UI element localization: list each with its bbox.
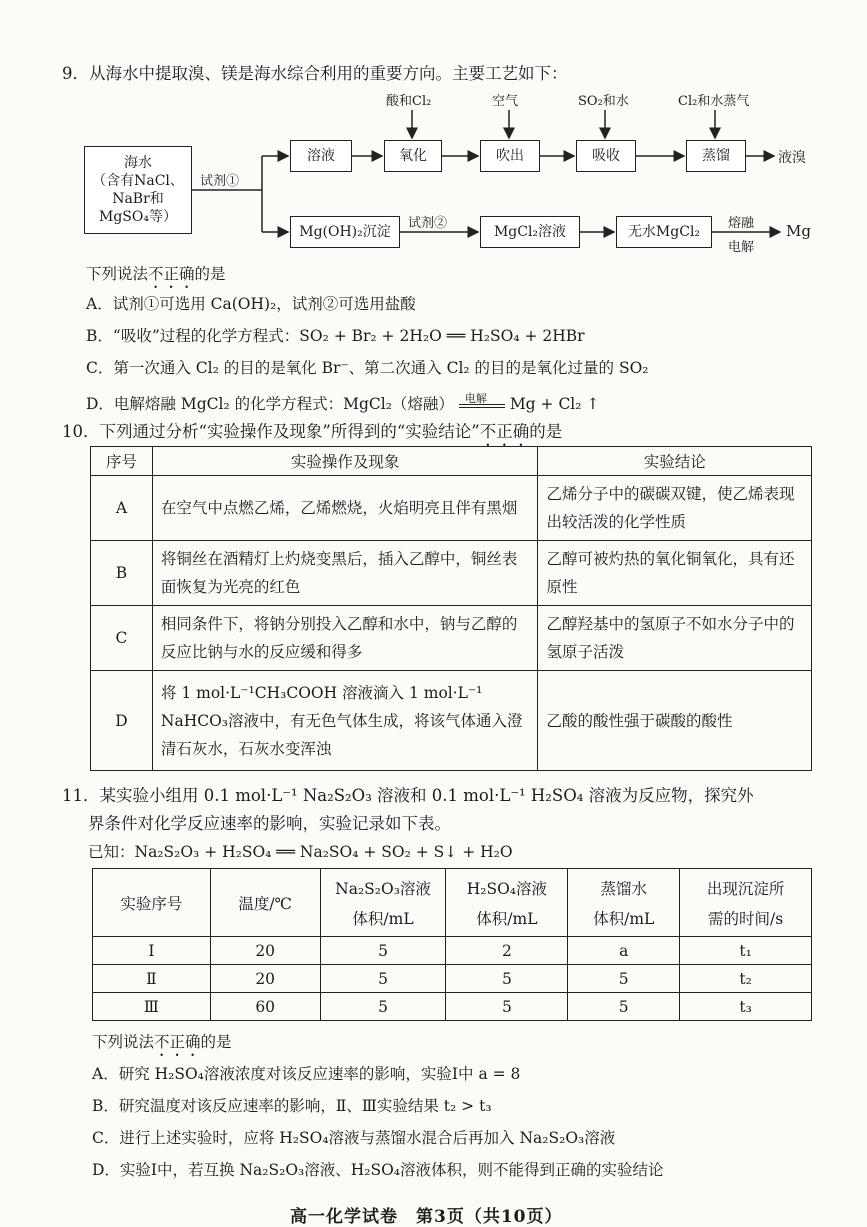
input-air: 空气 [492, 94, 519, 109]
q11-option-d: D．实验Ⅰ中，若互换 Na₂S₂O₃溶液、H₂SO₄溶液体积，则不能得到正确的实验结论 [92, 1161, 664, 1179]
q11-cell: Ⅲ [93, 993, 211, 1021]
q11-cell: 20 [210, 965, 320, 993]
flow-box-distill: 蒸馏 [686, 140, 746, 172]
q10-row-a-conclusion: 乙烯分子中的碳碳双键，使乙烯表现出较活泼的化学性质 [538, 476, 812, 541]
q11-prompt-key: 不正确 [154, 1033, 201, 1051]
q11-header-time-l2: 需的时间/s [707, 909, 784, 928]
seawater-line-4: MgSO₄等） [99, 209, 177, 225]
q11-cell: 5 [568, 993, 680, 1021]
q11-header-h2so4-l2: 体积/mL [476, 909, 538, 928]
q11-prompt [92, 1030, 232, 1060]
q11-cell: 5 [446, 965, 568, 993]
q11-cell: 60 [210, 993, 320, 1021]
q11-cell: 5 [320, 993, 446, 1021]
q9-prompt-key: 不正确 [148, 265, 195, 283]
q10-header-row [91, 447, 812, 476]
q10-row-a-index: A [91, 476, 153, 541]
flow-box-solution: 溶液 [290, 140, 352, 172]
table-row [93, 965, 812, 993]
seawater-box [84, 146, 192, 234]
q11-stem-line2: 界条件对化学反应速率的影响，实验记录如下表。 [88, 814, 451, 833]
q10-row-c-conclusion: 乙醇羟基中的氢原子不如水分子中的氢原子活泼 [538, 606, 812, 671]
q11-known-equation: 已知：Na₂S₂O₃ + H₂SO₄ ══ Na₂SO₄ + SO₂ + S↓ + H₂O [88, 843, 513, 861]
q11-cell: 5 [320, 937, 446, 965]
table-row [91, 541, 812, 606]
page-footer: 高一化学试卷 第3页（共10页） [290, 1207, 563, 1227]
q11-option-b: B．研究温度对该反应速率的影响，Ⅱ、Ⅲ实验结果 t₂ > t₃ [92, 1097, 492, 1115]
q11-header-water-l1: 蒸馏水 [600, 879, 647, 898]
melt-label: 熔融 [728, 216, 755, 231]
mg-product-label: Mg [786, 222, 811, 240]
q9-option-d-left: D．电解熔融 MgCl₂ 的化学方程式：MgCl₂（熔融） [86, 395, 454, 413]
input-cl2-steam: Cl₂和水蒸气 [678, 94, 750, 109]
table-row [93, 937, 812, 965]
q11-cell: t₃ [680, 993, 812, 1021]
liquid-bromine-label: 液溴 [778, 150, 806, 166]
q10-header-operation: 实验操作及现象 [152, 447, 538, 476]
reagent1-label: 试剂① [200, 174, 240, 189]
table-row [91, 476, 812, 541]
q11-header-na2s2o3 [320, 869, 446, 937]
q10-row-d-conclusion: 乙酸的酸性强于碳酸的酸性 [538, 671, 812, 771]
q11-cell: Ⅱ [93, 965, 211, 993]
q9-stem: 9．从海水中提取溴、镁是海水综合利用的重要方向。主要工艺如下： [62, 64, 568, 83]
input-so2-water: SO₂和水 [578, 94, 629, 109]
q11-option-a: A．研究 H₂SO₄溶液浓度对该反应速率的影响，实验Ⅰ中 a = 8 [92, 1065, 521, 1083]
q9-prompt-pre: 下列说法 [86, 265, 149, 283]
reagent2-label: 试剂② [408, 216, 448, 231]
q10-row-d-index: D [91, 671, 153, 771]
q11-prompt-pre: 下列说法 [92, 1033, 155, 1051]
q11-header-temp-text: 温度/℃ [238, 894, 292, 913]
q11-header-time-l1: 出现沉淀所 [706, 879, 785, 898]
q9-option-a: A．试剂①可选用 Ca(OH)₂，试剂②可选用盐酸 [86, 295, 416, 313]
q10-row-b-conclusion: 乙醇可被灼热的氧化铜氧化，具有还原性 [538, 541, 812, 606]
q11-header-h2so4 [446, 869, 568, 937]
q11-header-time [680, 869, 812, 937]
q11-header-row [93, 869, 812, 937]
q11-cell: t₂ [680, 965, 812, 993]
q11-header-temp [210, 869, 320, 937]
q11-stem-line1: 11．某实验小组用 0.1 mol·L⁻¹ Na₂S₂O₃ 溶液和 0.1 mol·L⁻¹ H₂SO₄ 溶液为反应物，探究外 [62, 786, 754, 805]
q11-cell: t₁ [680, 937, 812, 965]
q10-header-index: 序号 [91, 447, 153, 476]
q10-row-c-operation: 相同条件下，将钠分别投入乙醇和水中，钠与乙醇的反应比钠与水的反应缓和得多 [152, 606, 538, 671]
q9-prompt [86, 262, 226, 292]
q11-option-c: C．进行上述实验时，应将 H₂SO₄溶液与蒸馏水混合后再加入 Na₂S₂O₃溶液 [92, 1129, 616, 1147]
q11-header-na2s2o3-l1: Na₂S₂O₃溶液 [335, 879, 431, 898]
table-row [93, 993, 812, 1021]
q9-option-d [86, 392, 599, 414]
q11-cell: 20 [210, 937, 320, 965]
seawater-line-2: （含有NaCl、 [92, 173, 184, 189]
q11-cell: a [568, 937, 680, 965]
seawater-line-3: NaBr和 [112, 191, 164, 207]
table-row [91, 671, 812, 771]
flow-box-oxidize: 氧化 [384, 140, 442, 172]
q11-cell: 2 [446, 937, 568, 965]
q9-prompt-post: 的是 [194, 265, 226, 283]
flow-box-anhydrous-mgcl2: 无水MgCl₂ [616, 216, 712, 248]
q10-row-b-operation: 将铜丝在酒精灯上灼烧变黑后，插入乙醇中，铜丝表面恢复为光亮的红色 [152, 541, 538, 606]
q11-header-index [93, 869, 211, 937]
q10-stem-pre: 10．下列通过分析“实验操作及现象”所得到的“实验结论” [62, 422, 480, 441]
flow-box-blowout: 吹出 [480, 140, 540, 172]
q11-cell: 5 [446, 993, 568, 1021]
q10-stem-post: 的是 [529, 422, 563, 441]
q9-option-d-right: Mg + Cl₂ ↑ [509, 395, 600, 413]
q10-row-c-index: C [91, 606, 153, 671]
q11-prompt-post: 的是 [200, 1033, 232, 1051]
seawater-line-1: 海水 [124, 155, 152, 171]
q11-cell: Ⅰ [93, 937, 211, 965]
input-acid-cl2: 酸和Cl₂ [386, 94, 432, 109]
q9-option-c: C．第一次通入 Cl₂ 的目的是氧化 Br⁻、第二次通入 Cl₂ 的目的是氧化过量的 SO₂ [86, 359, 649, 377]
q10-table [90, 446, 812, 771]
electrolysis-condition: 电解 [464, 392, 487, 405]
q11-table [92, 868, 812, 1021]
q11-header-water-l2: 体积/mL [593, 909, 655, 928]
q11-header-na2s2o3-l2: 体积/mL [352, 909, 414, 928]
electrolysis-label: 电解 [728, 240, 755, 255]
q10-row-b-index: B [91, 541, 153, 606]
q11-header-h2so4-l1: H₂SO₄溶液 [466, 879, 548, 898]
q10-row-a-operation: 在空气中点燃乙烯，乙烯燃烧，火焰明亮且伴有黑烟 [152, 476, 538, 541]
q10-header-conclusion: 实验结论 [538, 447, 812, 476]
flow-box-mgoh2: Mg(OH)₂沉淀 [290, 216, 400, 248]
flow-box-mgcl2-solution: MgCl₂溶液 [480, 216, 580, 248]
q11-cell: 5 [568, 965, 680, 993]
q10-row-d-operation: 将 1 mol·L⁻¹CH₃COOH 溶液滴入 1 mol·L⁻¹ NaHCO₃溶液中，有无色气体生成，将该气体通入澄清石灰水，石灰水变浑浊 [152, 671, 538, 771]
q10-stem-key: 不正确 [479, 422, 530, 441]
q9-option-b: B．“吸收”过程的化学方程式：SO₂ + Br₂ + 2H₂O ══ H₂SO₄ + 2HBr [86, 327, 585, 345]
flow-box-absorb: 吸收 [576, 140, 636, 172]
q11-header-water [568, 869, 680, 937]
table-row [91, 606, 812, 671]
q11-header-index-text: 实验序号 [120, 894, 183, 913]
electrolysis-arrow [459, 392, 505, 414]
q11-cell: 5 [320, 965, 446, 993]
